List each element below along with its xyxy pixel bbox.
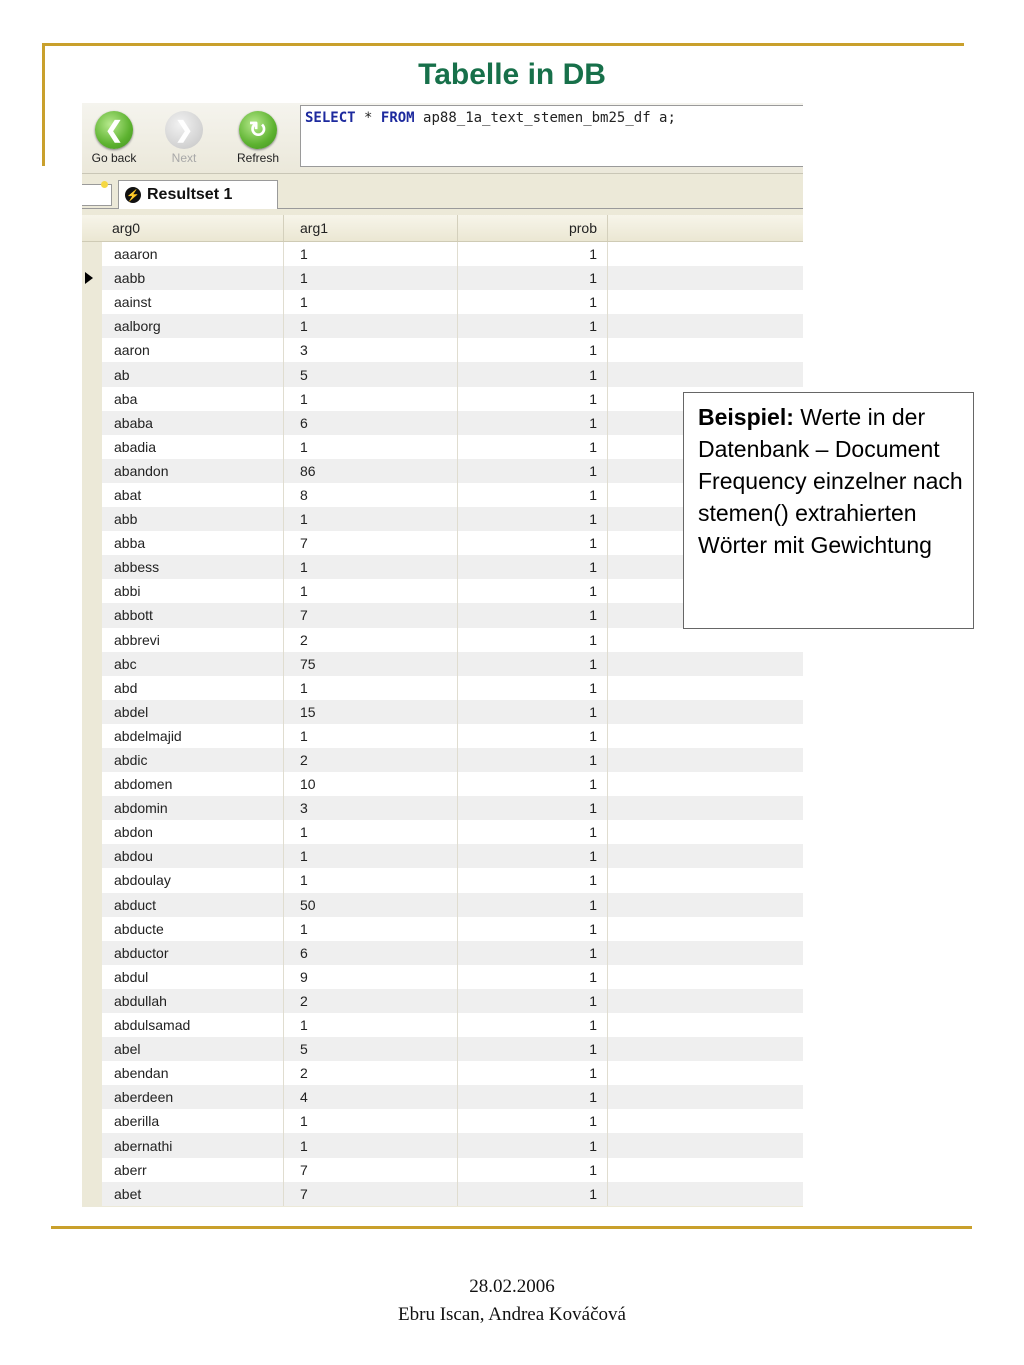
cell-arg0[interactable]: abel	[102, 1037, 284, 1061]
row-indicator[interactable]	[82, 820, 102, 844]
row-indicator[interactable]	[82, 893, 102, 917]
cell-arg1[interactable]: 5	[284, 362, 458, 386]
cell-prob[interactable]: 1	[458, 579, 608, 603]
cell-prob[interactable]: 1	[458, 1085, 608, 1109]
table-row[interactable]	[82, 917, 803, 941]
cell-prob[interactable]: 1	[458, 531, 608, 555]
cell-prob[interactable]: 1	[458, 820, 608, 844]
cell-arg1[interactable]: 6	[284, 411, 458, 435]
row-indicator[interactable]	[82, 700, 102, 724]
table-row[interactable]	[82, 266, 803, 290]
table-row[interactable]	[82, 844, 803, 868]
row-indicator[interactable]	[82, 1158, 102, 1182]
cell-arg0[interactable]: abduct	[102, 893, 284, 917]
table-row[interactable]	[82, 989, 803, 1013]
refresh-button[interactable]	[228, 111, 288, 165]
go-back-label: Go back	[91, 151, 137, 165]
cell-arg1[interactable]: 1	[284, 314, 458, 338]
cell-arg1[interactable]: 1	[284, 507, 458, 531]
row-indicator[interactable]	[82, 1133, 102, 1157]
cell-arg1[interactable]: 75	[284, 652, 458, 676]
row-indicator[interactable]	[82, 362, 102, 386]
result-grid	[82, 215, 803, 1206]
table-row[interactable]	[82, 1085, 803, 1109]
cell-arg0[interactable]: aainst	[102, 290, 284, 314]
cell-prob[interactable]: 1	[458, 507, 608, 531]
next-label: Next	[171, 151, 197, 165]
arrow-right-icon: ❯	[165, 111, 203, 149]
cell-arg1[interactable]: 8	[284, 483, 458, 507]
cell-arg1[interactable]: 2	[284, 628, 458, 652]
cell-arg1[interactable]: 2	[284, 989, 458, 1013]
table-row[interactable]	[82, 1037, 803, 1061]
cell-arg1[interactable]: 3	[284, 796, 458, 820]
next-button[interactable]	[154, 111, 214, 165]
table-row[interactable]	[82, 724, 803, 748]
cell-prob[interactable]: 1	[458, 314, 608, 338]
cell-arg1[interactable]: 1	[284, 844, 458, 868]
arrow-left-icon: ❮	[95, 111, 133, 149]
example-callout	[683, 392, 974, 629]
new-tab-star-icon	[101, 181, 108, 188]
cell-arg1[interactable]: 1	[284, 387, 458, 411]
cell-arg1[interactable]: 1	[284, 266, 458, 290]
row-indicator[interactable]	[82, 844, 102, 868]
cell-arg1[interactable]: 2	[284, 748, 458, 772]
row-indicator[interactable]	[82, 242, 102, 266]
row-indicator[interactable]	[82, 555, 102, 579]
cell-arg1[interactable]: 1	[284, 820, 458, 844]
row-indicator[interactable]	[82, 796, 102, 820]
footer-authors: Ebru Iscan, Andrea Kováčová	[398, 1304, 626, 1325]
slide-title: Tabelle in DB	[418, 58, 606, 91]
cell-arg0[interactable]: abdullah	[102, 989, 284, 1013]
table-row[interactable]	[82, 868, 803, 892]
tab-resultset-1[interactable]	[118, 180, 278, 209]
grid-body	[82, 242, 803, 1206]
cell-prob[interactable]: 1	[458, 700, 608, 724]
lightning-icon: ⚡	[125, 187, 141, 203]
cell-arg0[interactable]: aaaron	[102, 242, 284, 266]
cell-arg0[interactable]: abet	[102, 1182, 284, 1206]
row-indicator[interactable]	[82, 965, 102, 989]
table-row[interactable]	[82, 652, 803, 676]
column-header-arg0[interactable]: arg0	[102, 215, 284, 241]
cell-prob[interactable]: 1	[458, 1037, 608, 1061]
callout-bold-label: Beispiel:	[698, 404, 794, 430]
row-indicator[interactable]	[82, 1061, 102, 1085]
row-indicator[interactable]	[82, 387, 102, 411]
cell-arg1[interactable]: 10	[284, 772, 458, 796]
table-row[interactable]	[82, 362, 803, 386]
row-indicator[interactable]	[82, 338, 102, 362]
cell-arg0[interactable]: abd	[102, 676, 284, 700]
row-indicator[interactable]	[82, 724, 102, 748]
cell-arg0[interactable]: abdel	[102, 700, 284, 724]
cell-prob[interactable]: 1	[458, 1061, 608, 1085]
cell-prob[interactable]: 1	[458, 652, 608, 676]
slide-bottom-rule	[51, 1226, 972, 1229]
row-indicator[interactable]	[82, 628, 102, 652]
toolbar	[82, 103, 803, 174]
cell-arg1[interactable]: 1	[284, 1109, 458, 1133]
table-row[interactable]	[82, 290, 803, 314]
cell-arg0[interactable]: aaron	[102, 338, 284, 362]
cell-prob[interactable]: 1	[458, 338, 608, 362]
cell-arg0[interactable]: abendan	[102, 1061, 284, 1085]
cell-arg1[interactable]: 7	[284, 531, 458, 555]
cell-prob[interactable]: 1	[458, 868, 608, 892]
cell-prob[interactable]: 1	[458, 1109, 608, 1133]
cell-arg0[interactable]: abc	[102, 652, 284, 676]
cell-prob[interactable]: 1	[458, 483, 608, 507]
table-row[interactable]	[82, 965, 803, 989]
cell-arg0[interactable]: abducte	[102, 917, 284, 941]
table-row[interactable]	[82, 893, 803, 917]
table-row[interactable]	[82, 700, 803, 724]
table-row[interactable]	[82, 820, 803, 844]
cell-arg0[interactable]: abductor	[102, 941, 284, 965]
table-row[interactable]	[82, 1133, 803, 1157]
cell-arg1[interactable]: 7	[284, 603, 458, 627]
row-indicator[interactable]	[82, 1182, 102, 1206]
row-indicator[interactable]	[82, 483, 102, 507]
new-tab-button[interactable]	[82, 184, 112, 206]
table-row[interactable]	[82, 1061, 803, 1085]
column-header-arg1[interactable]: arg1	[284, 215, 458, 241]
cell-prob[interactable]: 1	[458, 628, 608, 652]
sql-query-editor[interactable]	[300, 105, 803, 167]
row-indicator[interactable]	[82, 868, 102, 892]
callout-text: Werte in der Datenbank – Document Frequency einzelner nach stemen() extrahierten Wörter mit Gewichtung	[698, 404, 963, 558]
cell-prob[interactable]: 1	[458, 989, 608, 1013]
row-indicator[interactable]	[82, 1085, 102, 1109]
cell-prob[interactable]: 1	[458, 387, 608, 411]
table-row[interactable]	[82, 1109, 803, 1133]
cell-arg0[interactable]: abba	[102, 531, 284, 555]
row-indicator[interactable]	[82, 507, 102, 531]
table-row[interactable]	[82, 338, 803, 362]
row-indicator[interactable]	[82, 435, 102, 459]
cell-arg0[interactable]: aberilla	[102, 1109, 284, 1133]
table-row[interactable]	[82, 772, 803, 796]
cell-prob[interactable]: 1	[458, 1182, 608, 1206]
cell-arg0[interactable]: abdulsamad	[102, 1013, 284, 1037]
cell-prob[interactable]: 1	[458, 555, 608, 579]
table-row[interactable]	[82, 676, 803, 700]
row-indicator[interactable]	[82, 290, 102, 314]
cell-arg0[interactable]: abdelmajid	[102, 724, 284, 748]
cell-arg1[interactable]: 1	[284, 1013, 458, 1037]
cell-arg1[interactable]: 86	[284, 459, 458, 483]
cell-arg1[interactable]: 15	[284, 700, 458, 724]
cell-arg0[interactable]: abernathi	[102, 1133, 284, 1157]
cell-arg0[interactable]: ababa	[102, 411, 284, 435]
cell-arg1[interactable]: 1	[284, 555, 458, 579]
cell-prob[interactable]: 1	[458, 290, 608, 314]
cell-prob[interactable]: 1	[458, 965, 608, 989]
row-indicator[interactable]	[82, 941, 102, 965]
cell-arg0[interactable]: aberr	[102, 1158, 284, 1182]
cell-arg0[interactable]: abdul	[102, 965, 284, 989]
row-indicator[interactable]	[82, 1109, 102, 1133]
refresh-label: Refresh	[236, 151, 280, 165]
cell-arg0[interactable]: ab	[102, 362, 284, 386]
cell-prob[interactable]: 1	[458, 362, 608, 386]
cell-prob[interactable]: 1	[458, 266, 608, 290]
cell-arg1[interactable]: 1	[284, 676, 458, 700]
slide-top-rule	[42, 43, 964, 46]
row-indicator[interactable]	[82, 748, 102, 772]
cell-arg1[interactable]: 7	[284, 1182, 458, 1206]
sql-star: *	[364, 110, 373, 126]
cell-arg0[interactable]: abdomen	[102, 772, 284, 796]
cell-arg0[interactable]: abadia	[102, 435, 284, 459]
cell-arg0[interactable]: abdoulay	[102, 868, 284, 892]
cell-arg0[interactable]: abat	[102, 483, 284, 507]
cell-prob[interactable]: 1	[458, 676, 608, 700]
table-row[interactable]	[82, 1182, 803, 1206]
footer-date: 28.02.2006	[469, 1276, 555, 1297]
table-row[interactable]	[82, 1013, 803, 1037]
cell-arg1[interactable]: 1	[284, 579, 458, 603]
cell-prob[interactable]: 1	[458, 1133, 608, 1157]
row-indicator[interactable]	[82, 652, 102, 676]
cell-prob[interactable]: 1	[458, 435, 608, 459]
row-indicator[interactable]	[82, 772, 102, 796]
cell-arg1[interactable]: 50	[284, 893, 458, 917]
cell-arg1[interactable]: 1	[284, 724, 458, 748]
cell-arg0[interactable]: abbrevi	[102, 628, 284, 652]
row-indicator[interactable]	[82, 676, 102, 700]
row-indicator[interactable]	[82, 603, 102, 627]
cell-prob[interactable]: 1	[458, 1158, 608, 1182]
cell-arg0[interactable]: abb	[102, 507, 284, 531]
cell-arg0[interactable]: aberdeen	[102, 1085, 284, 1109]
cell-arg0[interactable]: aalborg	[102, 314, 284, 338]
row-indicator[interactable]	[82, 411, 102, 435]
cell-prob[interactable]: 1	[458, 893, 608, 917]
row-indicator[interactable]	[82, 917, 102, 941]
table-row[interactable]	[82, 748, 803, 772]
table-row[interactable]	[82, 628, 803, 652]
table-row[interactable]	[82, 941, 803, 965]
cell-prob[interactable]: 1	[458, 917, 608, 941]
cell-prob[interactable]: 1	[458, 1013, 608, 1037]
cell-prob[interactable]: 1	[458, 748, 608, 772]
cell-arg0[interactable]: abbott	[102, 603, 284, 627]
column-header-prob[interactable]: prob	[458, 215, 608, 241]
tab-label: Resultset 1	[147, 186, 233, 203]
row-indicator[interactable]	[82, 1037, 102, 1061]
current-row-arrow-icon	[85, 272, 93, 284]
table-row[interactable]	[82, 796, 803, 820]
table-row[interactable]	[82, 1158, 803, 1182]
cell-arg1[interactable]: 1	[284, 868, 458, 892]
cell-prob[interactable]: 1	[458, 411, 608, 435]
cell-arg0[interactable]: abdon	[102, 820, 284, 844]
cell-arg1[interactable]: 2	[284, 1061, 458, 1085]
grid-header	[82, 215, 803, 242]
refresh-icon: ↻	[239, 111, 277, 149]
cell-arg0[interactable]: abandon	[102, 459, 284, 483]
cell-arg1[interactable]: 6	[284, 941, 458, 965]
sql-keyword-from: FROM	[380, 110, 415, 126]
cell-arg1[interactable]: 3	[284, 338, 458, 362]
cell-arg0[interactable]: abbi	[102, 579, 284, 603]
sql-table-text: ap88_1a_text_stemen_bm25_df a;	[423, 110, 676, 126]
row-indicator[interactable]	[82, 531, 102, 555]
cell-prob[interactable]: 1	[458, 796, 608, 820]
row-indicator[interactable]	[82, 266, 102, 290]
row-indicator[interactable]	[82, 1013, 102, 1037]
cell-prob[interactable]: 1	[458, 772, 608, 796]
go-back-button[interactable]	[84, 111, 144, 165]
cell-prob[interactable]: 1	[458, 459, 608, 483]
cell-arg1[interactable]: 5	[284, 1037, 458, 1061]
result-tab-bar	[82, 174, 803, 209]
cell-prob[interactable]: 1	[458, 844, 608, 868]
cell-arg0[interactable]: abdou	[102, 844, 284, 868]
cell-arg1[interactable]: 1	[284, 917, 458, 941]
cell-arg1[interactable]: 1	[284, 242, 458, 266]
row-indicator[interactable]	[82, 579, 102, 603]
cell-arg1[interactable]: 9	[284, 965, 458, 989]
cell-arg0[interactable]: abdomin	[102, 796, 284, 820]
cell-arg0[interactable]: abdic	[102, 748, 284, 772]
row-indicator-header	[82, 215, 102, 241]
cell-arg1[interactable]: 1	[284, 1133, 458, 1157]
query-browser-window	[82, 103, 803, 1207]
cell-arg0[interactable]: aba	[102, 387, 284, 411]
sql-keyword-select: SELECT	[305, 110, 356, 126]
cell-arg1[interactable]: 1	[284, 290, 458, 314]
cell-arg0[interactable]: abbess	[102, 555, 284, 579]
cell-arg1[interactable]: 7	[284, 1158, 458, 1182]
cell-prob[interactable]: 1	[458, 242, 608, 266]
table-row[interactable]	[82, 314, 803, 338]
row-indicator[interactable]	[82, 314, 102, 338]
cell-arg1[interactable]: 4	[284, 1085, 458, 1109]
cell-prob[interactable]: 1	[458, 603, 608, 627]
cell-prob[interactable]: 1	[458, 941, 608, 965]
row-indicator[interactable]	[82, 459, 102, 483]
cell-arg1[interactable]: 1	[284, 435, 458, 459]
table-row[interactable]	[82, 242, 803, 266]
cell-prob[interactable]: 1	[458, 724, 608, 748]
cell-arg0[interactable]: aabb	[102, 266, 284, 290]
row-indicator[interactable]	[82, 989, 102, 1013]
